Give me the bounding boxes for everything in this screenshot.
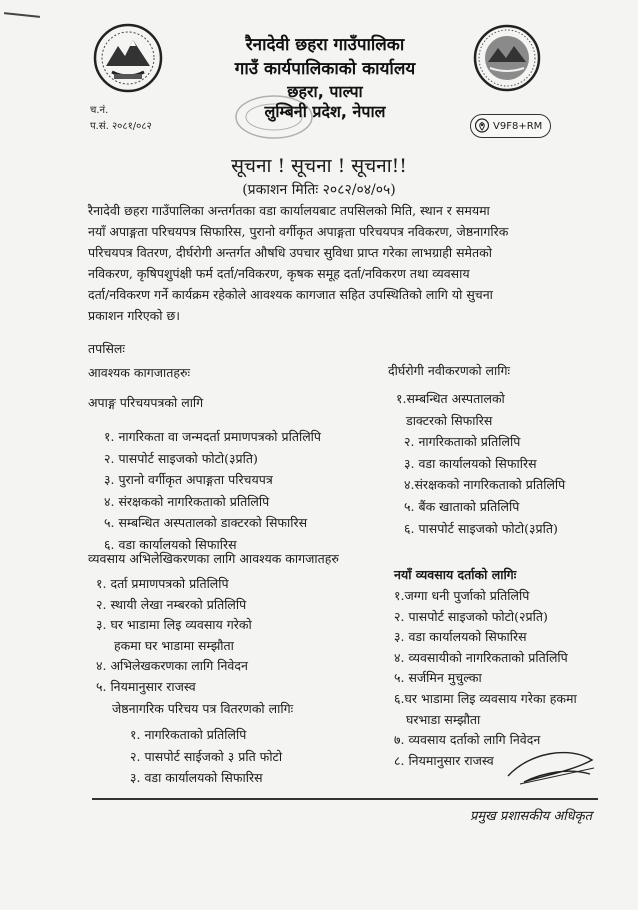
officer-title: प्रमुख प्रशासकीय अधिकृत bbox=[470, 809, 593, 824]
province-name: लुम्बिनी प्रदेश, नेपाल bbox=[264, 102, 386, 121]
location-code-badge bbox=[470, 114, 551, 138]
list-item: ५. सम्बन्धित अस्पतालको डाक्टरको सिफारिस bbox=[104, 515, 308, 530]
list-item: १. दर्ता प्रमाणपत्रको प्रतिलिपि bbox=[96, 576, 229, 591]
list-item: २. स्थायी लेखा नम्बरको प्रतिलिपि bbox=[96, 596, 247, 612]
notice-title: सूचना ! सूचना ! सूचना!! bbox=[231, 155, 407, 177]
body-line: दर्ता/नविकरण गर्ने कार्यक्रम रहेकोले आवश्यक कागजात सहित उपस्थितिको लागि यो सुचना bbox=[88, 287, 493, 302]
list-item: ६. वडा कार्यालयको सिफारिस bbox=[104, 536, 237, 552]
list-item: ३. पुरानो वर्गीकृत अपाङ्गता परिचयपत्र bbox=[104, 472, 273, 487]
office-location: छहरा, पाल्पा bbox=[287, 82, 363, 101]
list-item: २. पासपोर्ट साईजको ३ प्रति फोटो bbox=[130, 748, 283, 764]
office-stamp bbox=[232, 92, 316, 142]
tapasil-label: तपसिलः bbox=[88, 341, 125, 356]
body-line: नविकरण, कृषिपशुपंक्षी फर्म दर्ता/नविकरण, कृषक समूह दर्ता/नविकरण तथा व्यवसाय bbox=[88, 266, 470, 281]
new-business-heading: नयाँ व्यवसाय दर्ताको लागिः bbox=[394, 567, 517, 582]
documents-heading: आवश्यक कागजातहरुः bbox=[88, 365, 191, 380]
list-item: डाक्टरको सिफारिस bbox=[406, 412, 493, 428]
office-name: गाउँ कार्यपालिकाको कार्यालय bbox=[234, 59, 416, 79]
list-item: १. नागरिकता वा जन्मदर्ता प्रमाणपत्रको प्रतिलिपि bbox=[104, 429, 322, 444]
body-line: प्रकाशन गरिएको छ। bbox=[88, 308, 180, 323]
business-registry-list bbox=[96, 574, 252, 698]
nepal-emblem-icon bbox=[92, 22, 164, 94]
list-item: ८. नियमानुसार राजस्व bbox=[394, 752, 494, 768]
list-item: १. नागरिकताको प्रतिलिपि bbox=[130, 727, 247, 742]
list-item: ५. नियमानुसार राजस्व bbox=[96, 678, 196, 694]
list-item: ३. वडा कार्यालयको सिफारिस bbox=[404, 455, 537, 471]
list-item: ३. वडा कार्यालयको सिफारिस bbox=[130, 770, 263, 785]
list-item: ७. व्यवसाय दर्ताको लागि निवेदन bbox=[394, 732, 541, 748]
list-item: १.जग्गा धनी पुर्जाको प्रतिलिपि bbox=[394, 588, 530, 603]
municipality-logo-icon bbox=[472, 22, 542, 94]
list-item: २. पासपोर्ट साइजको फोटो(२प्रति) bbox=[394, 608, 548, 624]
scan-mark bbox=[4, 12, 40, 18]
list-item: ४. अभिलेखकरणका लागि निवेदन bbox=[96, 658, 248, 674]
list-item: २. नागरिकताको प्रतिलिपि bbox=[404, 434, 521, 450]
officer-signature bbox=[500, 742, 600, 792]
list-item: ४.संरक्षकको नागरिकताको प्रतिलिपि bbox=[404, 477, 566, 493]
list-item: ४. संरक्षकको नागरिकताको प्रतिलिपि bbox=[104, 493, 270, 509]
body-line: नयाँ अपाङ्गता परिचयपत्र सिफारिस, पुरानो वर्गीकृत अपाङ्गता परिचयपत्र नविकरण, जेष्ठनागरिक bbox=[88, 224, 509, 239]
list-item: घरभाडा सम्झौता bbox=[406, 711, 481, 727]
publication-date: (प्रकाशन मितिः २०८२/०४/०५) bbox=[242, 182, 396, 198]
list-item: ६. पासपोर्ट साइजको फोटो(३प्रति) bbox=[404, 520, 558, 536]
list-item: ३. घर भाडामा लिइ व्यवसाय गरेको bbox=[96, 617, 252, 633]
senior-citizen-list bbox=[130, 724, 282, 789]
location-pin-icon bbox=[475, 118, 489, 134]
disability-heading: अपाङ्ग परिचयपत्रको लागि bbox=[88, 395, 204, 410]
municipality-name: रैनादेवी छहरा गाउँपालिका bbox=[245, 35, 405, 55]
reference-fiscal-year: प.सं. २०८१/०८२ bbox=[90, 121, 152, 132]
plus-code-text: V9F8+RM bbox=[493, 120, 543, 132]
body-line: रैनादेवी छहरा गाउँपालिका अन्तर्गतका वडा कार्यालयबाट तपसिलको मिति, स्थान र समयमा bbox=[88, 203, 490, 218]
chronic-disease-list bbox=[396, 388, 565, 539]
list-item: ५. बैंक खाताको प्रतिलिपि bbox=[404, 498, 520, 514]
reference-ch-no: च.नं. bbox=[90, 105, 109, 116]
divider-line bbox=[92, 798, 598, 800]
chronic-disease-heading: दीर्घरोगी नवीकरणको लागिः bbox=[388, 363, 511, 378]
list-item: ३. वडा कार्यालयको सिफारिस bbox=[394, 629, 527, 645]
list-item: ६.घर भाडामा लिइ व्यवसाय गरेका हकमा bbox=[394, 690, 577, 706]
body-line: परिचयपत्र वितरण, दीर्घरोगी अन्तर्गत औषधि उपचार सुविधा प्राप्त गरेका लाभग्राही समेतको bbox=[88, 245, 492, 260]
list-item: हकमा घर भाडामा सम्झौता bbox=[114, 637, 234, 653]
list-item: ४. व्यवसायीको नागरिकताको प्रतिलिपि bbox=[394, 649, 568, 665]
list-item: ५. सर्जमिन मुचुल्का bbox=[394, 670, 482, 686]
senior-citizen-heading: जेष्ठनागरिक परिचय पत्र वितरणको लागिः bbox=[112, 701, 294, 716]
list-item: २. पासपोर्ट साइजको फोटो(३प्रति) bbox=[104, 450, 258, 466]
disability-list bbox=[104, 426, 321, 555]
business-registry-heading: व्यवसाय अभिलेखिकरणका लागि आवश्यक कागजातहरु bbox=[88, 551, 339, 566]
list-item: १.सम्बन्धित अस्पतालको bbox=[396, 391, 505, 406]
notice-body bbox=[88, 200, 566, 326]
